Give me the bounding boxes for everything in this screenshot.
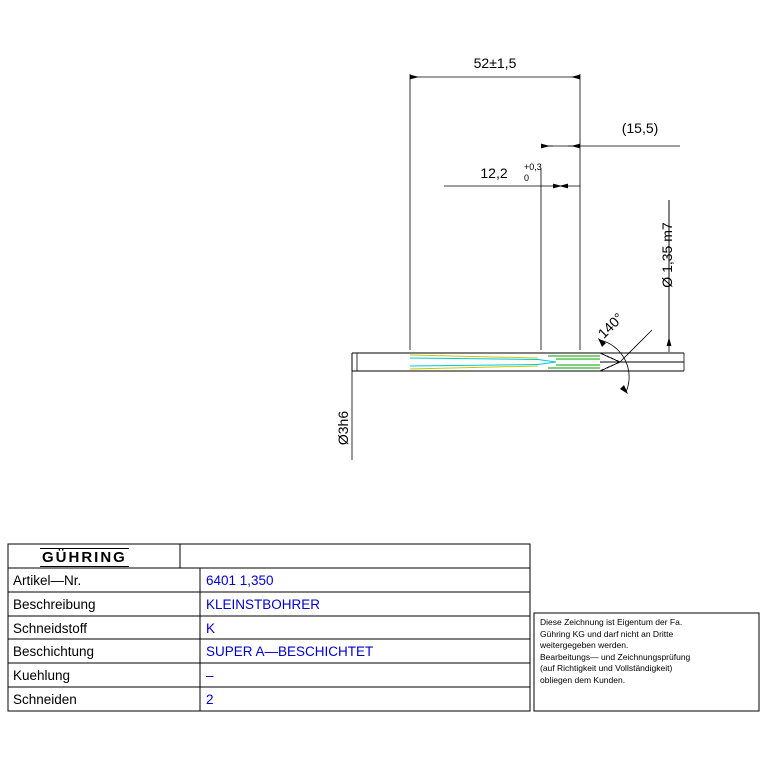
legal-note-line-4: Bearbeitungs— und Zeichnungsprüfung (540, 651, 691, 662)
title-row-label-beschichtung: Beschichtung (13, 644, 95, 659)
dimension-label-overall-length: 52±1,5 (473, 55, 517, 71)
title-row-value-kuehlung: – (206, 668, 214, 683)
title-row-label-kuehlung: Kuehlung (13, 668, 71, 683)
title-row-label-schneidstoff: Schneidstoff (13, 621, 88, 636)
legal-note-line-5: (auf Richtigkeit und Vollständigkeit) (540, 663, 673, 673)
guehring-logo-text: GÜHRING (42, 549, 127, 566)
title-row-value-artikel-nr: 6401 1,350 (206, 573, 274, 588)
title-row-label-beschreibung: Beschreibung (13, 597, 96, 612)
dimension-label-flute-region: (15,5) (621, 120, 659, 136)
legal-note-line-2: Gühring KG und darf nicht an Dritte (540, 628, 674, 639)
legal-note-line-1: Diese Zeichnung ist Eigentum der Fa. (540, 617, 683, 627)
dimension-label-point-angle: 140° (594, 309, 627, 342)
dimension-tolerance-lower: 0 (524, 173, 530, 183)
legal-note-line-6: obliegen dem Kunden. (540, 674, 626, 685)
dimension-label-cutting-dia: Ø 1,35 m7 (659, 222, 675, 288)
dimension-label-shank-diameter: Ø3h6 (335, 410, 351, 446)
dimension-label-flute-length: 12,2 (480, 165, 508, 181)
title-row-value-schneidstoff: K (206, 621, 216, 636)
dimension-tolerance-upper: +0,3 (524, 162, 542, 172)
title-row-label-schneiden: Schneiden (13, 692, 77, 707)
title-row-value-beschichtung: SUPER A—BESCHICHTET (206, 644, 374, 659)
title-row-value-schneiden: 2 (206, 692, 214, 707)
title-row-label-artikel-nr: Artikel—Nr. (13, 573, 82, 588)
title-row-value-beschreibung: KLEINSTBOHRER (206, 597, 321, 612)
legal-note (540, 617, 755, 686)
legal-note-line-3: weitergegeben werden. (540, 640, 629, 650)
